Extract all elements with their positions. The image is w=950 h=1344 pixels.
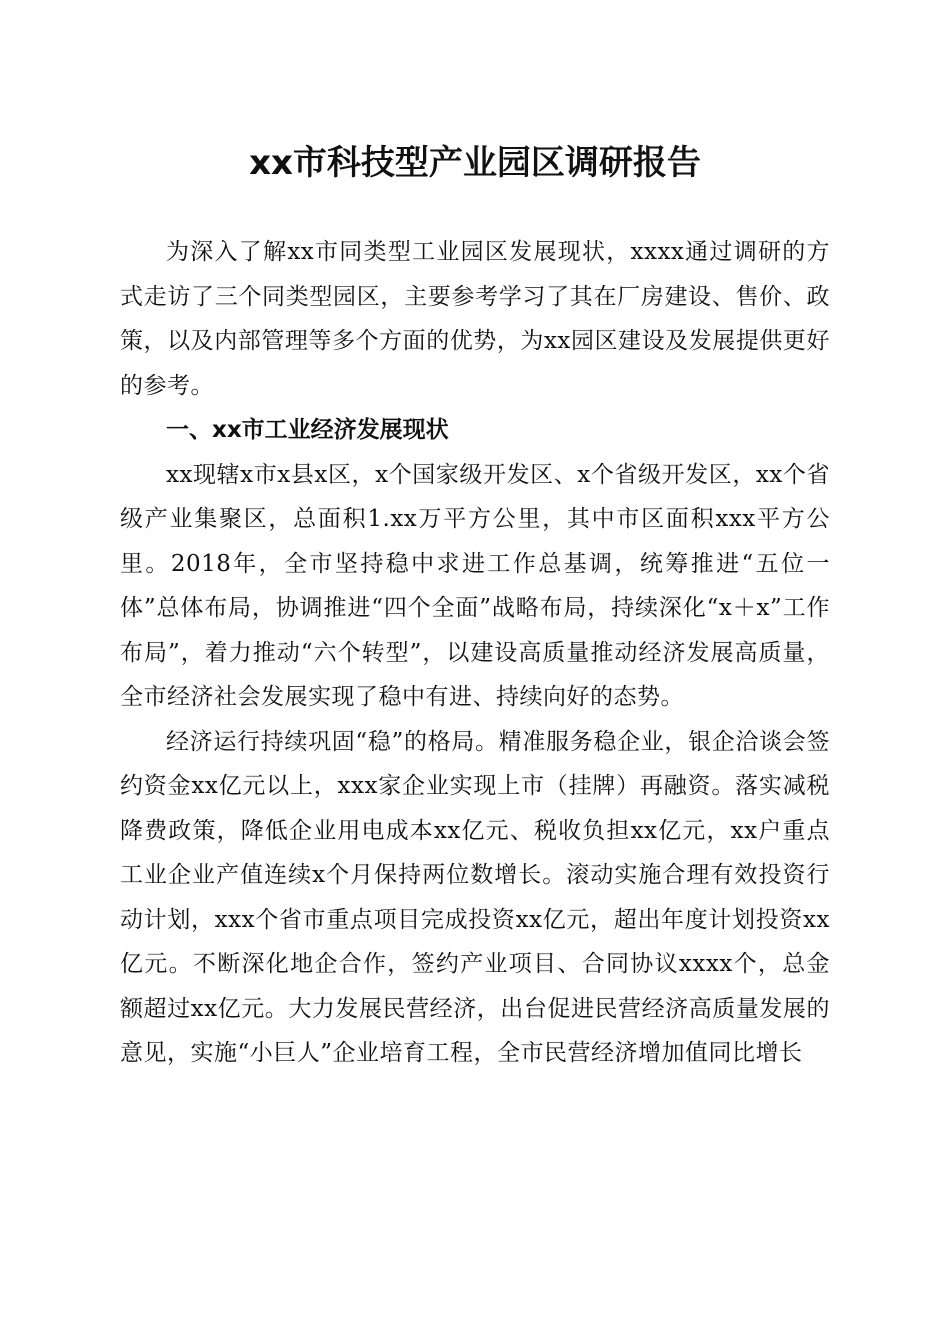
section-heading-1: 一、xx市工业经济发展现状 (166, 417, 449, 443)
intro-paragraph: 为深入了解xx市同类型工业园区发展现状，xxxx通过调研的方式走访了三个同类型园区，主要参考学习了其在厂房建设、售价、政策，以及内部管理等多个方面的优势，为xx园区建设及发展提供更好的参考。 (120, 239, 830, 399)
overview-paragraph: xx现辖x市x县x区，x个国家级开发区、x个省级开发区，xx个省级产业集聚区，总面积1.xx万平方公里，其中市区面积xxx平方公里。2018年，全市坚持稳中求进工作总基调，统筹推进“五位一体”总体布局，协调推进“四个全面”战略布局，持续深化“x＋x”工作布局”，着力推动“六个转型”，以建设高质量推动经济发展高质量，全市经济社会发展实现了稳中有进、持续向好的态势。 (120, 461, 830, 710)
document-body (120, 230, 830, 1076)
economy-paragraph: 经济运行持续巩固“稳”的格局。精准服务稳企业，银企洽谈会签约资金xx亿元以上，xxx家企业实现上市（挂牌）再融资。落实减税降费政策，降低企业用电成本xx亿元、税收负担xx亿元，xx户重点工业企业产值连续x个月保持两位数增长。滚动实施合理有效投资行动计划，xxx个省市重点项目完成投资xx亿元，超出年度计划投资xx亿元。不断深化地企合作，签约产业项目、合同协议xxxx个，总金额超过xx亿元。大力发展民营经济，出台促进民营经济高质量发展的意见，实施“小巨人”企业培育工程，全市民营经济增加值同比增长 (120, 728, 830, 1066)
document-title: xx市科技型产业园区调研报告 (249, 143, 701, 183)
